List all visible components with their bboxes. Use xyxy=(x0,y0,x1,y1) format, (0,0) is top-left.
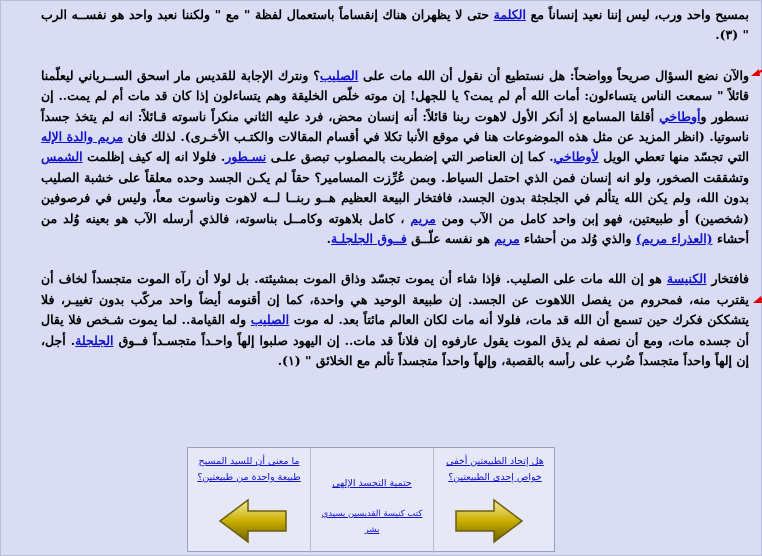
nav-index-cell xyxy=(310,448,434,553)
nav-prev-link[interactable]: هل إتحاد الطبيعتين أخفي خواص إحدى الطبيعتين؟ xyxy=(446,456,544,483)
link-salib[interactable]: الصليب xyxy=(319,67,359,83)
paragraph: بمسيح واحد ورب، ليس إننا نعيد إنساناً مع الكلمة حتى لا يظهران هناك إنقساماً باستعمال لفظة " مع " ولكننا نعبد واحد هو نفســه الرب " (٣). xyxy=(41,7,749,43)
link-otakhi[interactable]: أوطاخي xyxy=(659,108,701,124)
arrow-right-icon[interactable] xyxy=(454,498,524,544)
nav-next-link[interactable]: ما معنى أن للسيد المسيح طبيعة واحدة من طبيعتين؟ xyxy=(197,456,301,483)
link-maryam[interactable]: مريم xyxy=(410,210,436,226)
link-adhra-maryam[interactable]: (العذراء مريم) xyxy=(635,231,713,247)
arrow-left-icon[interactable] xyxy=(218,498,288,544)
link-kanisa[interactable]: الكنيسة xyxy=(666,271,707,287)
nav-index-link[interactable]: حتمية التجسد الإلهي xyxy=(332,478,412,489)
article-body xyxy=(41,5,749,392)
nav-next-cell xyxy=(188,448,310,553)
navigation-box xyxy=(187,447,555,552)
paragraph: والآن نضع السؤال صريحاً وواضحاً: هل نستطيع أن نقول أن الله مات على الصليب؟ ونترك الإجابة للقديس مار اسحق الســرياني ليعلّمنا قائلاً " سمعت الناس يتساءلون: أمات الله أم لم يمت؟ يا للجهل! إن موته خلّص الخليقة وهم يتساءلون إذا كان قد مات أم لم يمت.. إن نسطور وأوطاخي أقلقا المسامع إذ أنكر الأول لاهوت ربنا قائلاً: أنه إنسان محض، فرد عليه الثاني منكراً ناسوته قـائلاً: انه لم يتخذ جسداً ناسوتيا. (انظر المزيد عن مثل هذه الموضوعات هنا في موقع الأنبا تكلا في أقسام المقالات والكتـب الأخـرى). لذلك فان مريم والدة الإله التي تجسّد منها تعطي الويل لأوطاخي. كما إن العناصر التي إضطربت بالمصلوب تبصق علـى نسـطور. فلولا انه إله كيف إظلمت الشمس وتشققت الصخور، ولو انه إنسان فمن الذي احتمل السياط. وبمن عُرِّزت المسامير؟ حقاً لم يكـن الجسد وحده معلقاً على خشبة الصليب بدون الله، ولم يكن الله يتألم في الجلجثة بدون الجسد، فافتخار البيعة العظيم هــو ربنــا لــه لاهوت وناسوت معاً، وليس في فرصوفين (شخصين) أو طبيعتين، فهو إبن واحد كامل من الآب ومن مريم ، كامل بلاهوته وكامــل بناسوته، فالذي أرسله الآب هو بعينه وُلد من أحشاء (العذراء مريم) والذي وُلد من أحشاء مريم هو نفسه علّــق فــوق الجلجلـة. xyxy=(41,67,749,247)
paragraph: فافتخار الكنيسة هو إن الله مات على الصليب. فإذا شاء أن يموت تجسّد وذاق الموت بمشيئته. بل لولا أن رآه الموت متجسداً لخاف أن يقترب منه، فمحروم من يفصل اللاهوت عن الجسد. إن طبيعة الوحيد هي واحدة، كما إن أقنومه أيضاً واحد مركّب بدون تغييـر، فلا يتشككن فكرك حين تسمع أن الله قد مات، فلولا أنه مات لكان العالم مائتاً بعد. له موت الصليب وله القيامة.. لما يموت شـخص فلا يقال أن جسده مات، ومع أن نصفه لم يذق الموت يقول عارفوه إن فلاناً قد مات.. إن اليهود صلبوا إلهاً واحـداً متجسـداً فــوق الجلجلة. أجل، إن إلهاً واحداً متجسداً ضُرب على رأسه بالقصبة، وإلهاً واحداً متجسداً تألم مع الخلائق " (١). xyxy=(41,271,749,369)
red-arrow-icon xyxy=(751,291,762,305)
red-arrow-icon xyxy=(749,64,762,78)
link-jaljala-2[interactable]: الجلجلة xyxy=(75,332,114,348)
link-le-otakhi[interactable]: لأوطاخي xyxy=(553,149,599,165)
link-salib-2[interactable]: الصليب xyxy=(250,312,290,328)
link-nastour[interactable]: نسـطور xyxy=(225,149,267,165)
link-maryam-walidat-al-ilah[interactable]: مريم والدة الإله xyxy=(41,129,124,145)
nav-books-link[interactable]: كتب كنيسة القديسين بسيدي بشر xyxy=(321,509,423,535)
link-maryam-2[interactable]: مريم xyxy=(494,231,520,247)
link-shams[interactable]: الشمس xyxy=(41,149,83,165)
nav-prev-cell xyxy=(434,448,556,553)
link-kalima[interactable]: الكلمة xyxy=(493,7,526,22)
link-jaljala[interactable]: فــوق الجلجلـة xyxy=(330,231,407,247)
